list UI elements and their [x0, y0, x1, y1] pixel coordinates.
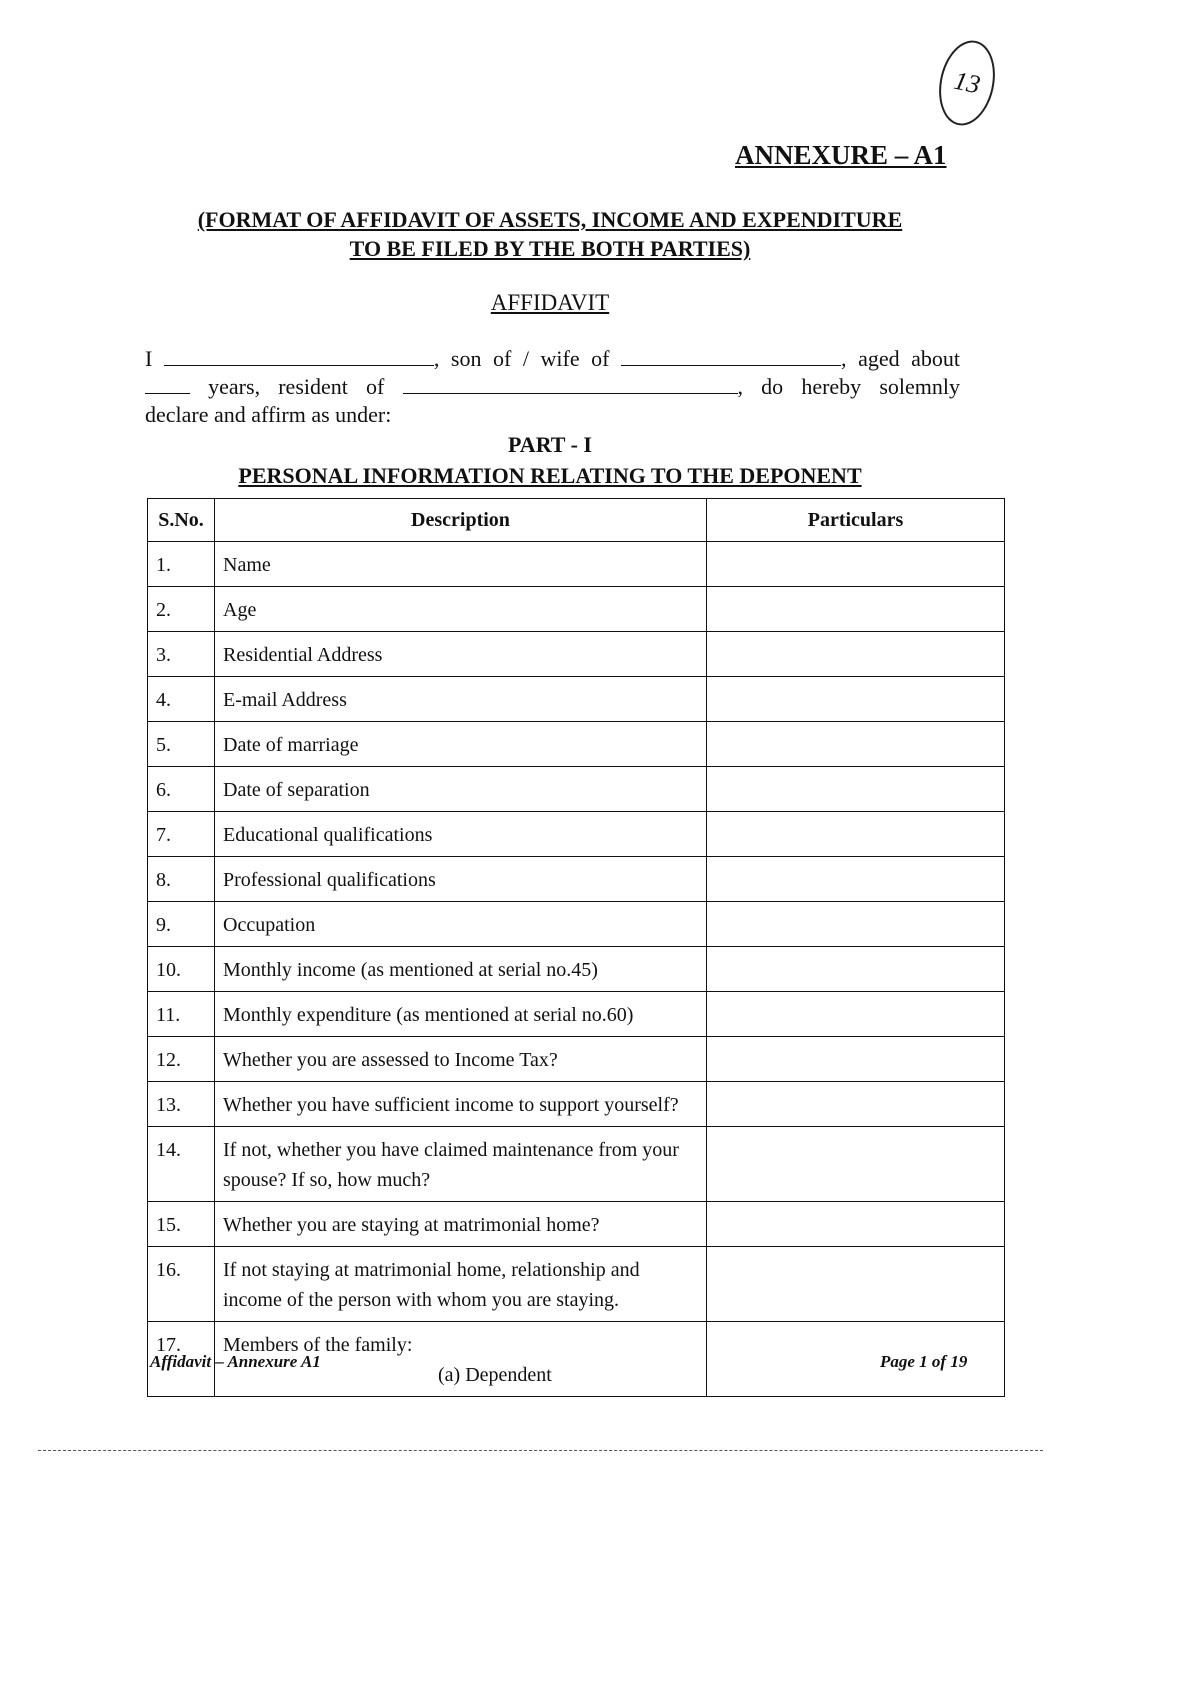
declaration-text: , son of / wife of: [433, 346, 610, 371]
row-number: 16.: [148, 1247, 215, 1322]
row-number: 17.: [148, 1322, 215, 1397]
row-particulars-field[interactable]: [707, 542, 1005, 587]
row-sub-description: (a) Dependent: [438, 1364, 552, 1386]
row-description: Date of marriage: [215, 722, 707, 767]
table-header-row: [148, 499, 1005, 542]
row-number: 4.: [148, 677, 215, 722]
declaration-text: I: [145, 346, 153, 371]
row-number: 3.: [148, 632, 215, 677]
row-number: 11.: [148, 992, 215, 1037]
row-particulars-field[interactable]: [707, 677, 1005, 722]
table-row: [148, 812, 1005, 857]
row-description: Date of separation: [215, 767, 707, 812]
row-description: Occupation: [215, 902, 707, 947]
page-cut-divider: [38, 1450, 1043, 1451]
table-row: [148, 632, 1005, 677]
table-row: [148, 1202, 1005, 1247]
relation-name-blank[interactable]: [621, 347, 841, 366]
row-number: 15.: [148, 1202, 215, 1247]
row-description: Whether you are assessed to Income Tax?: [215, 1037, 707, 1082]
annexure-title: ANNEXURE – A1: [735, 140, 947, 170]
row-description: Name: [215, 542, 707, 587]
row-description: If not, whether you have claimed maintenance from your spouse? If so, how much?: [215, 1127, 707, 1202]
table-row: [148, 1037, 1005, 1082]
table-row: [148, 947, 1005, 992]
declaration-line-2: [145, 373, 960, 401]
row-number: 2.: [148, 587, 215, 632]
footer-page-number: Page 1 of 19: [880, 1352, 968, 1371]
table-row: [148, 902, 1005, 947]
part-subtitle: PERSONAL INFORMATION RELATING TO THE DEPONENT: [238, 463, 862, 488]
footer-document-label: Affidavit – Annexure A1: [150, 1352, 321, 1371]
row-number: 12.: [148, 1037, 215, 1082]
declaration-line-1: [145, 345, 960, 373]
page-number-stamp: 13: [932, 35, 1003, 130]
row-number: 1.: [148, 542, 215, 587]
row-description: Age: [215, 587, 707, 632]
residence-blank[interactable]: [403, 375, 738, 394]
table-row: [148, 1247, 1005, 1322]
row-particulars-field[interactable]: [707, 632, 1005, 677]
table-row: [148, 992, 1005, 1037]
row-particulars-field[interactable]: [707, 587, 1005, 632]
row-particulars-field[interactable]: [707, 1202, 1005, 1247]
affidavit-heading: AFFIDAVIT: [490, 290, 610, 315]
row-particulars-field[interactable]: [707, 1247, 1005, 1322]
table-row: [148, 677, 1005, 722]
row-description: Residential Address: [215, 632, 707, 677]
declaration-text: declare and affirm as under:: [145, 402, 392, 427]
table-row: [148, 587, 1005, 632]
declaration-paragraph: [145, 345, 960, 429]
format-title: [150, 205, 950, 263]
row-description: Monthly income (as mentioned at serial no.45): [215, 947, 707, 992]
row-description: If not staying at matrimonial home, relationship and income of the person with whom you are staying.: [215, 1247, 707, 1322]
declaration-text: , aged about: [841, 346, 961, 371]
name-blank[interactable]: [164, 347, 434, 366]
row-particulars-field[interactable]: [707, 992, 1005, 1037]
row-particulars-field[interactable]: [707, 1082, 1005, 1127]
row-description: Educational qualifications: [215, 812, 707, 857]
column-header-particulars: Particulars: [707, 499, 1005, 542]
row-number: 9.: [148, 902, 215, 947]
row-number: 5.: [148, 722, 215, 767]
part-title: PART - I: [508, 432, 592, 457]
row-particulars-field[interactable]: [707, 947, 1005, 992]
row-number: 6.: [148, 767, 215, 812]
row-particulars-field[interactable]: [707, 1127, 1005, 1202]
row-particulars-field[interactable]: [707, 722, 1005, 767]
row-particulars-field[interactable]: [707, 902, 1005, 947]
format-title-line2: TO BE FILED BY THE BOTH PARTIES): [349, 236, 751, 261]
row-number: 10.: [148, 947, 215, 992]
format-title-line1: (FORMAT OF AFFIDAVIT OF ASSETS, INCOME AND EXPENDITURE: [197, 207, 903, 232]
row-number: 8.: [148, 857, 215, 902]
row-particulars-field[interactable]: [707, 812, 1005, 857]
row-description: Whether you are staying at matrimonial home?: [215, 1202, 707, 1247]
table-row: [148, 857, 1005, 902]
table-row: [148, 1082, 1005, 1127]
row-particulars-field[interactable]: [707, 1037, 1005, 1082]
row-description: Monthly expenditure (as mentioned at serial no.60): [215, 992, 707, 1037]
personal-information-table: [147, 498, 1005, 1397]
row-number: 13.: [148, 1082, 215, 1127]
table-row: [148, 1127, 1005, 1202]
row-particulars-field[interactable]: [707, 767, 1005, 812]
row-description: Whether you have sufficient income to support yourself?: [215, 1082, 707, 1127]
row-description: E-mail Address: [215, 677, 707, 722]
row-number: 14.: [148, 1127, 215, 1202]
declaration-text: , do hereby solemnly: [737, 374, 960, 399]
row-description: Professional qualifications: [215, 857, 707, 902]
table-row: [148, 722, 1005, 767]
column-header-description: Description: [215, 499, 707, 542]
row-description-text: Members of the family:: [223, 1334, 413, 1356]
age-blank[interactable]: [145, 375, 190, 394]
row-particulars-field[interactable]: [707, 857, 1005, 902]
row-number: 7.: [148, 812, 215, 857]
column-header-sno: S.No.: [148, 499, 215, 542]
declaration-text: years, resident of: [208, 374, 385, 399]
table-row: [148, 767, 1005, 812]
table-row: [148, 542, 1005, 587]
